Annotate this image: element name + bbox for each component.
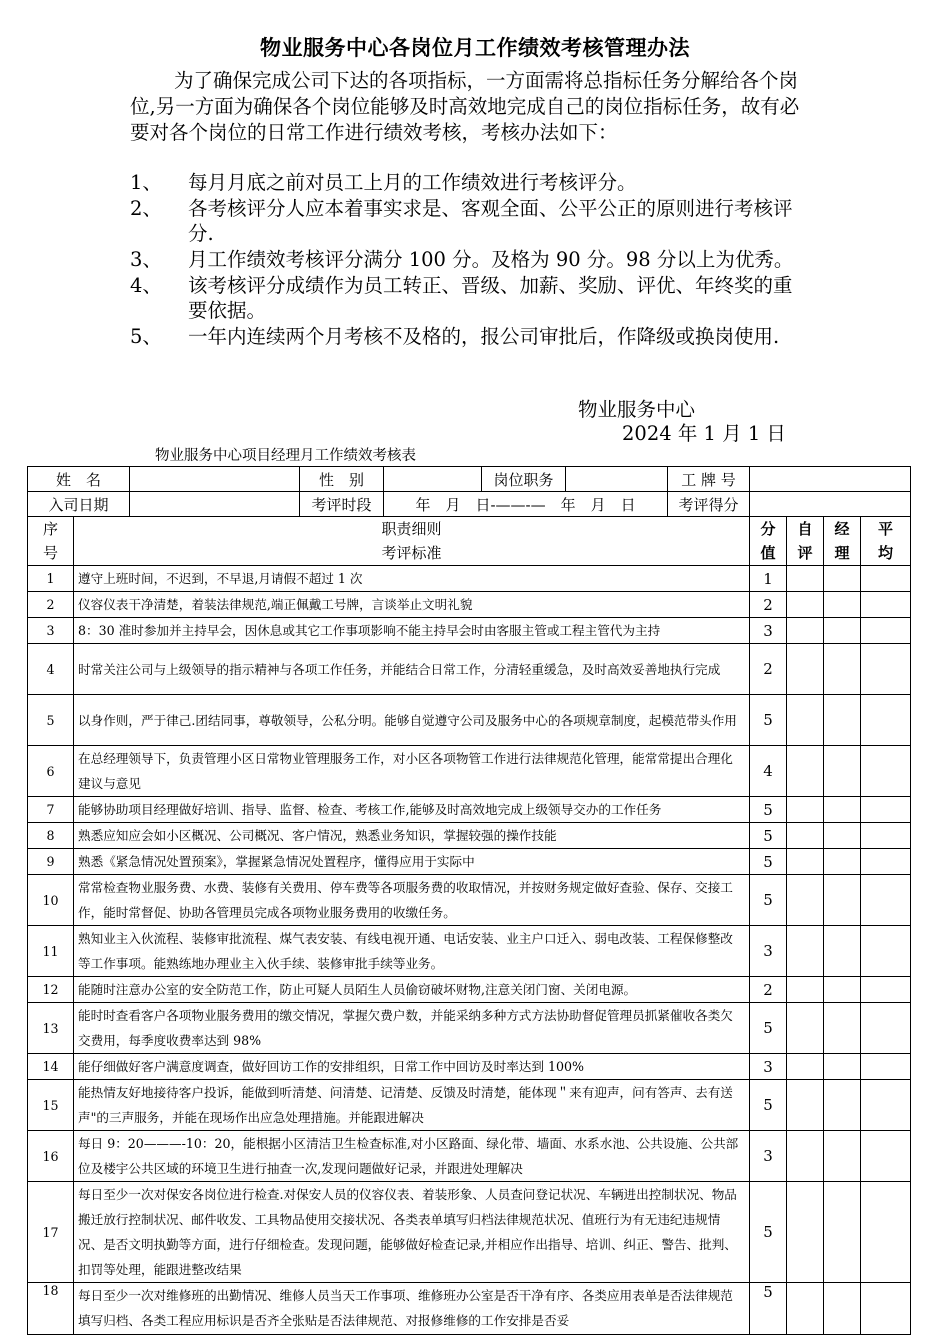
row-manager-score[interactable] <box>824 1054 861 1080</box>
position-value[interactable] <box>566 467 668 492</box>
row-self-score[interactable] <box>787 1131 824 1182</box>
row-average[interactable] <box>861 849 911 875</box>
row-points: 5 <box>750 1080 787 1131</box>
row-average[interactable] <box>861 644 911 695</box>
row-criteria: 仪容仪表干净清楚，着装法律规范,端正佩戴工号牌，言谈举止文明礼貌 <box>74 592 750 618</box>
duty-header-line2: 考评标准 <box>381 544 442 562</box>
row-manager-score[interactable] <box>824 875 861 926</box>
row-self-score[interactable] <box>787 1054 824 1080</box>
row-average[interactable] <box>861 746 911 797</box>
badge-label: 工 牌 号 <box>668 467 750 492</box>
row-seq: 3 <box>28 618 74 644</box>
row-average[interactable] <box>861 875 911 926</box>
row-average[interactable] <box>861 1131 911 1182</box>
table-row <box>28 1054 911 1080</box>
avg-header-line2: 均 <box>878 544 894 562</box>
row-points: 5 <box>750 849 787 875</box>
row-points: 2 <box>750 644 787 695</box>
points-header-line2: 值 <box>760 544 776 562</box>
rule-number: 2、 <box>130 197 162 220</box>
seq-header-line1: 序 <box>42 520 58 538</box>
row-average[interactable] <box>861 1003 911 1054</box>
mgr-header-line2: 理 <box>834 544 850 562</box>
row-points: 5 <box>750 1182 787 1283</box>
intro-text: 为了确保完成公司下达的各项指标，一方面需将总指标任务分解给各个岗位,另一方面为确保各个岗位能够及时高效地完成自己的岗位指标任务，故有必要对各个岗位的日常工作进行绩效考核，考核办法如下： <box>130 69 800 144</box>
rule-number: 3、 <box>130 248 162 271</box>
rule-text: 每月月底之前对员工上月的工作绩效进行考核评分。 <box>188 171 637 194</box>
self-header-line2: 评 <box>797 544 813 562</box>
row-seq: 11 <box>28 926 74 977</box>
rule-number: 4、 <box>130 274 162 297</box>
row-self-score[interactable] <box>787 1283 824 1335</box>
row-points: 4 <box>750 746 787 797</box>
row-seq: 4 <box>28 644 74 695</box>
points-header-line1: 分 <box>760 520 776 538</box>
page-title: 物业服务中心各岗位月工作绩效考核管理办法 <box>260 36 690 60</box>
row-manager-score[interactable] <box>824 823 861 849</box>
rule-number: 1、 <box>130 171 162 194</box>
row-seq: 10 <box>28 875 74 926</box>
row-seq: 9 <box>28 849 74 875</box>
rule-number: 5、 <box>130 325 162 348</box>
rule-item <box>130 247 810 272</box>
row-criteria: 熟知业主入伙流程、装修审批流程、煤气表安装、有线电视开通、电话安装、业主户口迁入、弱电改装、工程保修整改等工作事项。能熟练地办理业主入伙手续、装修审批手续等业务。 <box>74 926 750 977</box>
self-eval-header <box>787 517 824 566</box>
hire-date-label: 入司日期 <box>28 492 130 517</box>
row-self-score[interactable] <box>787 977 824 1003</box>
row-average[interactable] <box>861 695 911 746</box>
row-criteria: 时常关注公司与上级领导的指示精神与各项工作任务，并能结合日常工作，分清轻重缓急，及时高效妥善地执行完成 <box>74 644 750 695</box>
avg-header-line1: 平 <box>878 520 894 538</box>
row-self-score[interactable] <box>787 1080 824 1131</box>
row-manager-score[interactable] <box>824 1182 861 1283</box>
row-manager-score[interactable] <box>824 592 861 618</box>
rule-item <box>130 196 810 246</box>
badge-value[interactable] <box>750 467 911 492</box>
row-seq: 1 <box>28 566 74 592</box>
table-row <box>28 977 911 1003</box>
row-seq: 18 <box>28 1283 74 1335</box>
table-row <box>28 618 911 644</box>
row-points: 3 <box>750 926 787 977</box>
row-average[interactable] <box>861 797 911 823</box>
row-criteria: 能仔细做好客户满意度调查，做好回访工作的安排组织，日常工作中回访及时率达到 100% <box>74 1054 750 1080</box>
hire-date-value[interactable] <box>130 492 300 517</box>
row-self-score[interactable] <box>787 797 824 823</box>
row-criteria: 能时时查看客户各项物业服务费用的缴交情况，掌握欠费户数，并能采纳多种方式方法协助督促管理员抓紧催收各类欠交费用，每季度收费率达到 98% <box>74 1003 750 1054</box>
table-row <box>28 875 911 926</box>
row-points: 5 <box>750 797 787 823</box>
table-row <box>28 1131 911 1182</box>
row-criteria: 能热情友好地接待客户投诉，能做到听清楚、问清楚、记清楚、反馈及时清楚，能体现＂来有迎声，问有答声、去有送声"的三声服务，并能在现场作出应急处理措施。并能跟进解决 <box>74 1080 750 1131</box>
average-header <box>861 517 911 566</box>
manager-eval-header <box>824 517 861 566</box>
row-criteria: 以身作则，严于律己.团结同事，尊敬领导，公私分明。能够自觉遵守公司及服务中心的各项规章制度，起模范带头作用 <box>74 695 750 746</box>
row-criteria: 8：30 准时参加并主持早会，因休息或其它工作事项影响不能主持早会时由客服主管或工程主管代为主持 <box>74 618 750 644</box>
table-row <box>28 1283 911 1335</box>
row-criteria: 能够协助项目经理做好培训、指导、监督、检查、考核工作,能够及时高效地完成上级领导交办的工作任务 <box>74 797 750 823</box>
table-row <box>28 823 911 849</box>
row-seq: 17 <box>28 1182 74 1283</box>
row-seq: 15 <box>28 1080 74 1131</box>
row-seq: 6 <box>28 746 74 797</box>
mgr-header-line1: 经 <box>834 520 850 538</box>
row-criteria: 常常检查物业服务费、水费、装修有关费用、停车费等各项服务费的收取情况，并按财务规定做好查验、保存、交接工作，能时常督促、协助各管理员完成各项物业服务费用的收缴任务。 <box>74 875 750 926</box>
row-self-score[interactable] <box>787 849 824 875</box>
row-self-score[interactable] <box>787 592 824 618</box>
rules-list <box>130 170 810 350</box>
row-average[interactable] <box>861 566 911 592</box>
column-header-row <box>28 517 911 566</box>
points-header <box>750 517 787 566</box>
row-self-score[interactable] <box>787 1182 824 1283</box>
score-label: 考评得分 <box>668 492 750 517</box>
row-manager-score[interactable] <box>824 644 861 695</box>
table-row <box>28 797 911 823</box>
row-manager-score[interactable] <box>824 1283 861 1335</box>
rule-text: 一年内连续两个月考核不及格的，报公司审批后，作降级或换岗使用. <box>188 325 780 348</box>
row-points: 3 <box>750 618 787 644</box>
row-manager-score[interactable] <box>824 1003 861 1054</box>
row-self-score[interactable] <box>787 695 824 746</box>
table-row <box>28 746 911 797</box>
score-value[interactable] <box>750 492 911 517</box>
row-criteria: 每日至少一次对维修班的出勤情况、维修人员当天工作事项、维修班办公室是否干净有序、各类应用表单是否法律规范填写归档、各类工程应用标识是否齐全张贴是否法律规范、对报修维修的工作安排是否妥 <box>74 1283 750 1335</box>
intro-paragraph <box>130 68 810 146</box>
row-points: 3 <box>750 1054 787 1080</box>
seq-header <box>28 517 74 566</box>
row-points: 5 <box>750 823 787 849</box>
organization-signature: 物业服务中心 <box>578 398 696 421</box>
row-self-score[interactable] <box>787 926 824 977</box>
row-criteria: 能随时注意办公室的安全防范工作，防止可疑人员陌生人员偷窃破坏财物,注意关闭门窗、关闭电源。 <box>74 977 750 1003</box>
row-criteria: 遵守上班时间，不迟到，不早退,月请假不超过 1 次 <box>74 566 750 592</box>
row-average[interactable] <box>861 926 911 977</box>
table-row <box>28 849 911 875</box>
rule-item <box>130 273 810 323</box>
duty-header-line1: 职责细则 <box>381 520 442 538</box>
table-row <box>28 695 911 746</box>
row-average[interactable] <box>861 823 911 849</box>
name-label: 姓 名 <box>28 467 130 492</box>
row-average[interactable] <box>861 1054 911 1080</box>
table-row <box>28 1003 911 1054</box>
table-row <box>28 566 911 592</box>
row-seq: 13 <box>28 1003 74 1054</box>
name-value[interactable] <box>130 467 300 492</box>
row-criteria: 在总经理领导下，负责管理小区日常物业管理服务工作，对小区各项物管工作进行法律规范化管理，能常常提出合理化建议与意见 <box>74 746 750 797</box>
row-points: 5 <box>750 875 787 926</box>
row-points: 3 <box>750 1131 787 1182</box>
row-seq: 5 <box>28 695 74 746</box>
period-value[interactable]: 年 月 日-——-— 年 月 日 <box>384 492 668 517</box>
row-points: 1 <box>750 566 787 592</box>
duty-header <box>74 517 750 566</box>
rule-text: 该考核评分成绩作为员工转正、晋级、加薪、奖励、评优、年终奖的重要依据。 <box>188 274 793 322</box>
row-average[interactable] <box>861 1283 911 1335</box>
row-criteria: 熟悉《紧急情况处置预案》，掌握紧急情况处置程序，懂得应用于实际中 <box>74 849 750 875</box>
row-manager-score[interactable] <box>824 618 861 644</box>
row-self-score[interactable] <box>787 618 824 644</box>
rule-item <box>130 170 810 195</box>
table-row <box>28 1182 911 1283</box>
table-row <box>28 592 911 618</box>
row-manager-score[interactable] <box>824 566 861 592</box>
row-points: 5 <box>750 1283 787 1335</box>
gender-value[interactable] <box>384 467 482 492</box>
row-self-score[interactable] <box>787 1003 824 1054</box>
row-manager-score[interactable] <box>824 926 861 977</box>
row-seq: 7 <box>28 797 74 823</box>
row-points: 5 <box>750 1003 787 1054</box>
row-average[interactable] <box>861 977 911 1003</box>
table-row <box>28 926 911 977</box>
evaluation-table <box>27 466 911 1335</box>
row-manager-score[interactable] <box>824 1080 861 1131</box>
row-manager-score[interactable] <box>824 977 861 1003</box>
row-points: 5 <box>750 695 787 746</box>
row-seq: 12 <box>28 977 74 1003</box>
table-caption: 物业服务中心项目经理月工作绩效考核表 <box>155 448 416 464</box>
rule-text: 各考核评分人应本着事实求是、客观全面、公平公正的原则进行考核评分. <box>188 197 793 245</box>
row-seq: 16 <box>28 1131 74 1182</box>
row-seq: 2 <box>28 592 74 618</box>
table-row <box>28 1080 911 1131</box>
rule-text: 月工作绩效考核评分满分 100 分。及格为 90 分。98 分以上为优秀。 <box>188 248 794 271</box>
row-seq: 14 <box>28 1054 74 1080</box>
row-self-score[interactable] <box>787 566 824 592</box>
header-row-1 <box>28 467 911 492</box>
row-average[interactable] <box>861 618 911 644</box>
row-manager-score[interactable] <box>824 1131 861 1182</box>
self-header-line1: 自 <box>797 520 813 538</box>
document-date: 2024 年 1 月 1 日 <box>622 422 786 445</box>
row-points: 2 <box>750 977 787 1003</box>
row-manager-score[interactable] <box>824 849 861 875</box>
row-self-score[interactable] <box>787 644 824 695</box>
row-average[interactable] <box>861 592 911 618</box>
position-label: 岗位职务 <box>482 467 566 492</box>
row-points: 2 <box>750 592 787 618</box>
header-row-2 <box>28 492 911 517</box>
row-average[interactable] <box>861 1182 911 1283</box>
table-row <box>28 644 911 695</box>
row-criteria: 每日至少一次对保安各岗位进行检查.对保安人员的仪容仪表、着装形象、人员查问登记状况、车辆进出控制状况、物品搬迁放行控制状况、邮件收发、工具物品使用交接状况、各类表单填写归档法律规范状况、值班行为有无违纪违规情况、是否文明执勤等方面，进行仔细检查。发现问题，能够做好检查记录,并相应作出指导、培训、纠正、警告、批判、扣罚等处理，能跟进整改结果 <box>74 1182 750 1283</box>
row-self-score[interactable] <box>787 746 824 797</box>
row-self-score[interactable] <box>787 875 824 926</box>
row-average[interactable] <box>861 1080 911 1131</box>
rule-item <box>130 324 810 349</box>
row-criteria: 熟悉应知应会如小区概况、公司概况、客户情况，熟悉业务知识，掌握较强的操作技能 <box>74 823 750 849</box>
row-manager-score[interactable] <box>824 695 861 746</box>
row-seq: 8 <box>28 823 74 849</box>
seq-header-line2: 号 <box>42 544 58 562</box>
row-self-score[interactable] <box>787 823 824 849</box>
row-criteria: 每日 9：20———-10：20，能根据小区清洁卫生检查标准,对小区路面、绿化带、墙面、水系水池、公共设施、公共部位及楼宇公共区域的环境卫生进行抽查一次,发现问题做好记录，并跟进处理解决 <box>74 1131 750 1182</box>
period-label: 考评时段 <box>300 492 384 517</box>
row-manager-score[interactable] <box>824 797 861 823</box>
row-manager-score[interactable] <box>824 746 861 797</box>
gender-label: 性 别 <box>300 467 384 492</box>
